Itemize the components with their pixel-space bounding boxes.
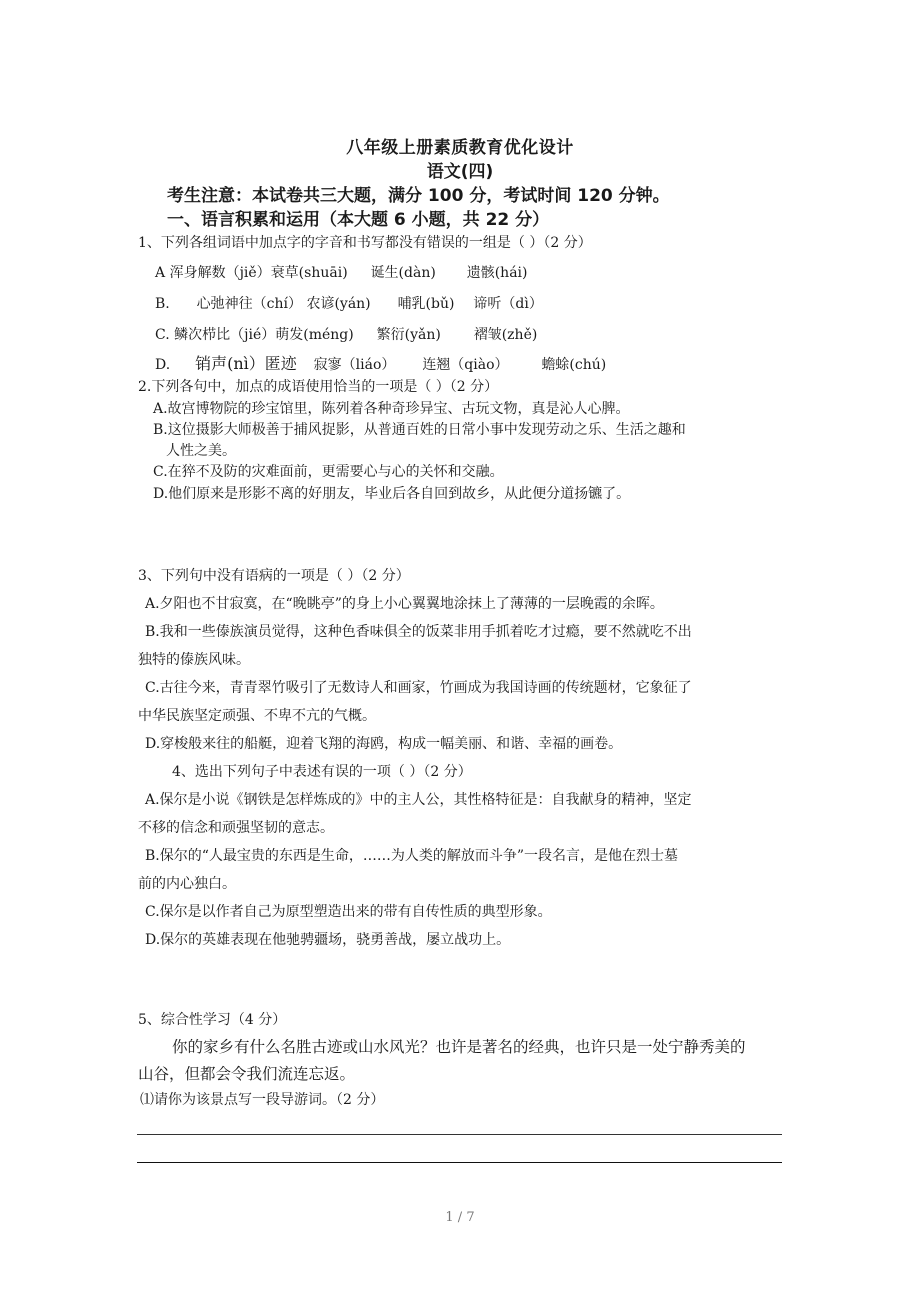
question-5-stem: 5、综合性学习（4 分） <box>138 1012 287 1028</box>
option-item: 衰草(shuāi) <box>270 265 348 281</box>
option-label: B. <box>155 296 170 312</box>
question-1-stem: 1、下列各组词语中加点字的字音和书写都没有错误的一组是（ ）（2 分） <box>138 235 592 251</box>
question-2-option-a: A.故宫博物院的珍宝馆里，陈列着各种奇珍异宝、古玩文物，真是沁人心脾。 <box>153 401 630 417</box>
option-item: 繁衍(yǎn) <box>376 327 441 343</box>
question-1-option-b <box>155 294 543 314</box>
page-indicator: 1 / 7 <box>445 1210 475 1225</box>
exam-subtitle: 语文(四) <box>426 162 494 182</box>
question-2-stem: 2.下列各句中，加点的成语使用恰当的一项是（ ）（2 分） <box>138 379 499 395</box>
question-4-option-a: A.保尔是小说《钢铁是怎样炼成的》中的主人公，其性格特征是：自我献身的精神，坚定 <box>145 792 692 808</box>
option-item: 浑身解数（jiě） <box>169 265 271 281</box>
question-4-option-b: B.保尔的“人最宝贵的东西是生命，……为人类的解放而斗争”一段名言，是他在烈士墓 <box>145 848 679 864</box>
question-1-option-d <box>155 354 606 375</box>
option-item: 遗骸(hái) <box>466 265 528 281</box>
question-3-option-b: B.我和一些傣族演员觉得，这种色香味俱全的饭菜非用手抓着吃才过瘾，要不然就吃不出 <box>145 624 692 640</box>
question-5-subquestion-1: ⑴请你为该景点写一段导游词。（2 分） <box>140 1092 385 1108</box>
option-label: C. <box>155 327 170 343</box>
answer-line-1 <box>137 1134 782 1135</box>
question-4-option-c: C.保尔是以作者自己为原型塑造出来的带有自传性质的典型形象。 <box>145 904 552 920</box>
question-3-stem: 3、下列句中没有语病的一项是（ ）（2 分） <box>138 568 410 584</box>
exam-notice: 考生注意：本试卷共三大题，满分 100 分，考试时间 120 分钟。 <box>167 186 670 206</box>
option-item: 鳞次栉比（jié）萌发(méng) <box>174 327 354 343</box>
question-2-option-d: D.他们原来是形影不离的好朋友，毕业后各自回到故乡，从此便分道扬镳了。 <box>153 486 631 502</box>
question-4-option-d: D.保尔的英雄表现在他驰骋疆场，骁勇善战，屡立战功上。 <box>145 932 511 948</box>
option-item: 褶皱(zhě) <box>473 327 538 343</box>
question-1-option-c <box>155 325 537 345</box>
question-4-stem: 4、选出下列句子中表述有误的一项（ ）（2 分） <box>172 764 472 780</box>
question-2-option-c: C.在猝不及防的灾难面前，更需要心与心的关怀和交融。 <box>153 464 504 480</box>
question-5-intro-line-1: 你的家乡有什么名胜古迹或山水风光？也许是著名的经典，也许只是一处宁静秀美的 <box>172 1038 746 1056</box>
option-label: A <box>155 265 166 281</box>
question-3-option-b-cont: 独特的傣族风味。 <box>138 652 250 668</box>
question-3-option-c-cont: 中华民族坚定顽强、不卑不亢的气概。 <box>138 708 376 724</box>
option-item: 连翘（qiào） <box>422 357 509 373</box>
option-item: 蟾蜍(chú) <box>541 357 607 373</box>
section-heading-1: 一、语言积累和运用（本大题 6 小题，共 22 分） <box>167 210 550 230</box>
question-4-option-a-cont: 不移的信念和顽强坚韧的意志。 <box>138 820 334 836</box>
option-item: 谛听（dì） <box>473 296 543 312</box>
option-item: 哺乳(bǔ) <box>397 296 455 312</box>
answer-line-2 <box>137 1162 782 1163</box>
question-1-option-a <box>155 263 527 283</box>
question-4-option-b-cont: 前的内心独白。 <box>138 876 236 892</box>
question-2-option-b: B.这位摄影大师极善于捕风捉影，从普通百姓的日常小事中发现劳动之乐、生活之趣和 <box>153 422 686 438</box>
option-item: 农谚(yán) <box>306 296 371 312</box>
option-item: 寂寥（liáo） <box>313 357 396 373</box>
question-5-intro-line-2: 山谷，但都会令我们流连忘返。 <box>138 1065 356 1083</box>
option-item: 诞生(dàn) <box>370 265 436 281</box>
option-label: D. <box>155 357 171 373</box>
question-3-option-a: A.夕阳也不甘寂寞，在“晚眺亭”的身上小心翼翼地涂抹上了薄薄的一层晚霞的余晖。 <box>145 596 664 612</box>
option-item: 心弛神往（chí） <box>196 296 302 312</box>
option-item: 销声(nì）匿迹 <box>195 354 297 373</box>
question-3-option-d: D.穿梭般来往的船艇，迎着飞翔的海鸥，构成一幅美丽、和谐、幸福的画卷。 <box>145 736 623 752</box>
question-3-option-c: C.古往今来，青青翠竹吸引了无数诗人和画家，竹画成为我国诗画的传统题材，它象征了 <box>145 680 692 696</box>
question-2-option-b-cont: 人性之美。 <box>166 443 236 459</box>
exam-title: 八年级上册素质教育优化设计 <box>346 138 574 158</box>
